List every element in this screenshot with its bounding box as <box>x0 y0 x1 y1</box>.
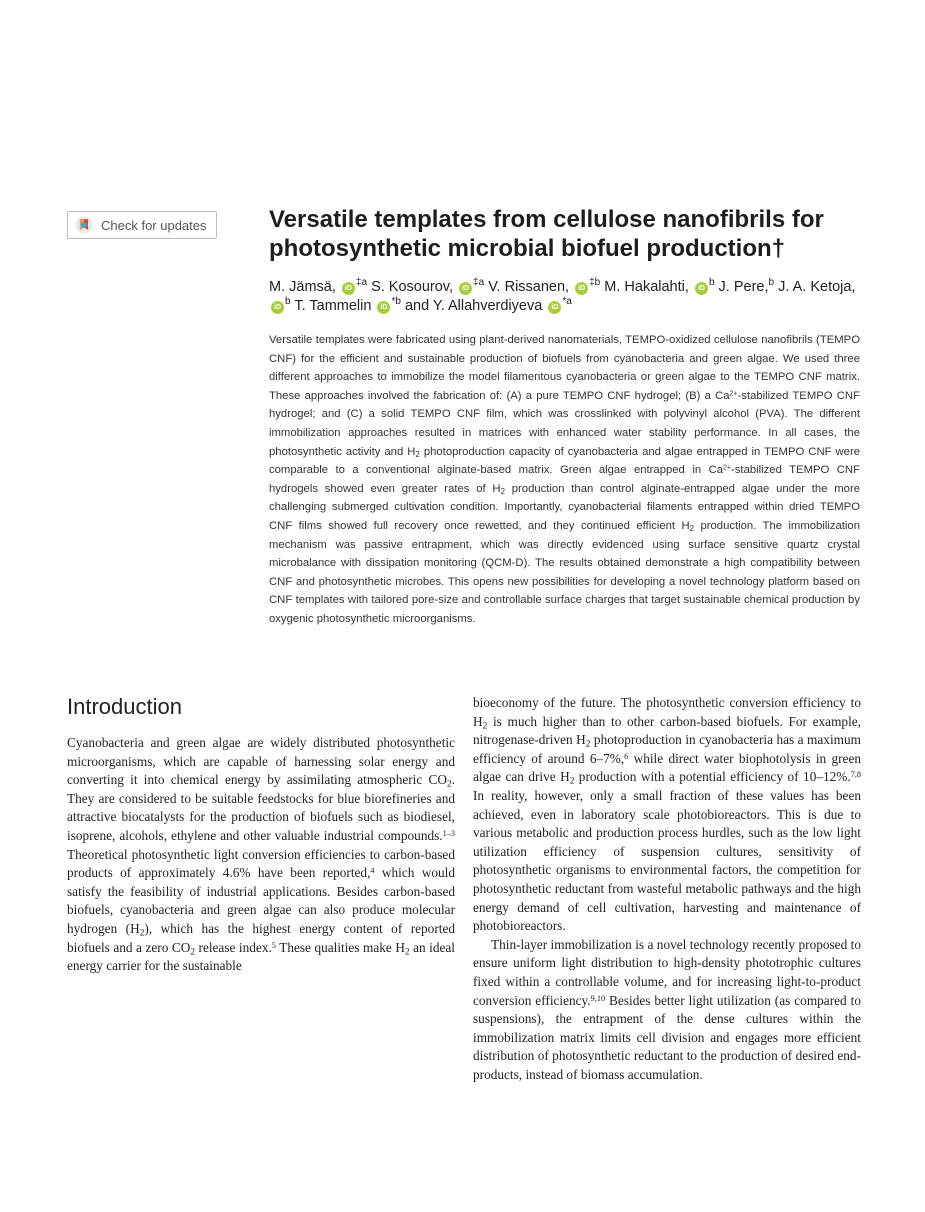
author-affiliation: *b <box>391 296 401 308</box>
citation-ref[interactable]: 7,8 <box>850 770 861 780</box>
citation-ref[interactable]: 6 <box>624 751 629 761</box>
citation-ref[interactable]: 4 <box>370 866 375 876</box>
intro-paragraph-1: Cyanobacteria and green algae are widely distributed photosynthetic microorganisms, which are capable of harnessing solar energy and converting it into chemical energy by assimilating atmospheric $CO_2$. They are considered to be suitable feedstocks for blue biorefineries and attractive biocatalysts for the production of biofuels such as biodiesel, isoprene, alcohols, ethylene and other valuable industrial compounds.$^{1-3}$ Theoretical photosynthetic light conversion efficiencies to carbon-based products of approximately 4.6% have been reported,$^4$ which would satisfy the feasibility of industrial applications. Besides carbon-based biofuels, cyanobacteria and green algae can also produce molecular hydrogen $(H_2)$, which has the highest energy content of reported biofuels and a zero $CO_2$ release index.$^5$ These qualities make $H_2$ an ideal energy carrier for the sustainable <box>67 735 456 974</box>
check-for-updates-label: Check for updates <box>101 217 207 233</box>
author-name: M. Jämsä, <box>269 279 336 295</box>
author-name: V. Rissanen, <box>488 279 570 295</box>
author-affiliation: *a <box>562 296 572 308</box>
citation-ref[interactable]: 1–3 <box>442 828 455 838</box>
author[interactable] <box>488 279 600 295</box>
author-list <box>269 278 869 316</box>
orcid-icon[interactable]: iD <box>342 282 355 295</box>
intro-paragraph-1-continued: bioeconomy of the future. The photosynthetic conversion efficiency to $H_2$ is much higher than to other carbon-based biofuels. For example, nitrogenase-driven $H_2$ photoproduction in cyanobacteria has a maximum efficiency of around 6–7%,$^6$ while direct water biophotolysis in green algae can drive $H_2$ production with a potential efficiency of 10–12%.$^{7,8}$ In reality, however, only a small fraction of these values has been achieved, even in laboratory scale photobioreactors. This is due to various metabolic and production process hurdles, such as the low light utilization efficiency of suspension cultures, sensitivity of photosynthetic organisms to environmental factors, the competition for photosynthetic reductant from wasteful metabolic pathways and the high energy demand of cell cultivation, harvesting and maintenance of photobioreactors. <box>473 695 861 934</box>
orcid-icon[interactable]: iD <box>575 282 588 295</box>
author-name: J. A. Ketoja, <box>778 279 856 295</box>
author[interactable] <box>269 279 367 295</box>
author[interactable] <box>371 279 484 295</box>
intro-column-2 <box>473 694 861 1084</box>
orcid-icon[interactable]: iD <box>377 301 390 314</box>
author[interactable] <box>604 279 714 295</box>
author[interactable] <box>719 279 775 295</box>
abstract: Versatile templates were fabricated using plant-derived nanomaterials, TEMPO-oxidized cellulose nanofibrils (TEMPO CNF) for the efficient and sustainable production of biofuels from cyanobacteria and green algae. We used three different approaches to immobilize the model filamentous cyanobacteria or green algae to the TEMPO CNF matrix. These approaches involved the fabrication of: (A) a pure TEMPO CNF hydrogel; (B) a $Ca^{2+}$-stabilized TEMPO CNF hydrogel; and (C) a solid TEMPO CNF film, which was crosslinked with polyvinyl alcohol (PVA). The different immobilization approaches resulted in matrices with enhanced water stability performance. In all cases, the photosynthetic activity and $H_2$ photoproduction capacity of cyanobacteria and algae entrapped in TEMPO CNF were comparable to a conventional alginate-based matrix. Green algae entrapped in $Ca^{2+}$-stabilized TEMPO CNF hydrogels showed even greater rates of $H_2$ production than control alginate-entrapped algae under the more challenging submerged cultivation condition. Importantly, cyanobacterial filaments entrapped within dried TEMPO CNF films showed full recovery once rewetted, and they continued efficient $H_2$ production. The immobilization mechanism was passive entrapment, which was directly evidenced using surface sensitive quartz crystal microbalance with dissipation monitoring (QCM-D). The results obtained demonstrate a high compatibility between CNF and photosynthetic microbes. This opens new possibilities for developing a novel technology platform based on CNF templates with tailored pore-size and controllable surface charges that target sustainable chemical production by oxygenic photosynthetic microorganisms. <box>269 334 860 625</box>
orcid-icon[interactable]: iD <box>548 301 561 314</box>
author-name: T. Tammelin <box>294 298 372 314</box>
author-affiliation: b <box>768 277 775 289</box>
author-name: M. Hakalahti, <box>604 279 689 295</box>
check-for-updates-button[interactable] <box>67 211 217 239</box>
author-affiliation: b <box>285 296 291 308</box>
author-affiliation: ‡a <box>355 277 368 289</box>
orcid-icon[interactable]: iD <box>271 301 284 314</box>
author[interactable] <box>405 298 572 314</box>
author[interactable] <box>294 298 401 314</box>
section-heading-introduction: Introduction <box>67 694 182 719</box>
author-affiliation: ‡b <box>589 277 601 289</box>
article-title: Versatile templates from cellulose nanofibrils for photosynthetic microbial biofuel production† <box>269 206 824 262</box>
author-name: and Y. Allahverdiyeva <box>404 298 543 314</box>
author-name: J. Pere, <box>718 279 769 295</box>
intro-paragraph-2: Thin-layer immobilization is a novel technology recently proposed to ensure uniform light distribution to high-density phototrophic cultures fixed within a controllable volume, and for increasing light-to-product conversion efficiency.$^{9,10}$ Besides better light utilization (as compared to suspensions), the entrapment of the dense cultures within the immobilization matrix limits cell division and engages more efficient distribution of photosynthetic reductant to the production of desired end-products, instead of biomass accumulation. <box>473 936 861 1082</box>
author-affiliation: b <box>708 277 715 289</box>
citation-ref[interactable]: 5 <box>271 940 276 950</box>
author-affiliation: ‡a <box>473 277 485 289</box>
crossmark-icon <box>75 216 93 234</box>
citation-ref[interactable]: 9,10 <box>590 993 606 1003</box>
orcid-icon[interactable]: iD <box>459 282 472 295</box>
orcid-icon[interactable]: iD <box>695 282 708 295</box>
author-name: S. Kosourov, <box>371 279 454 295</box>
